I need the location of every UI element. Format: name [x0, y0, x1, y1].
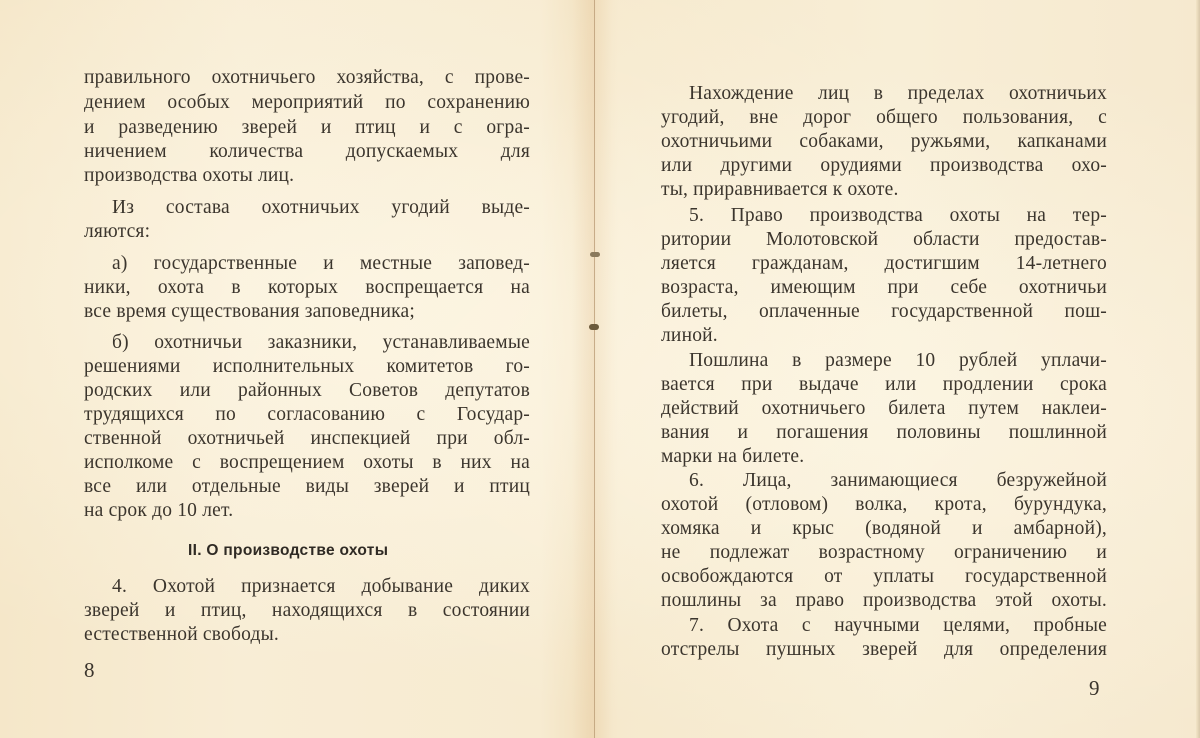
- text-line: правильного охотничьего хозяйства, с прове-: [84, 67, 530, 88]
- text-line: ритории Молотовской области предостав-: [661, 229, 1107, 250]
- text-line: б) охотничьи заказники, устанавливаемые: [112, 332, 530, 353]
- text-line: 4. Охотой признается добывание диких: [112, 576, 530, 597]
- text-line: хомяка и крыс (водяной и амбарной),: [661, 518, 1107, 539]
- text-line: 6. Лица, занимающиеся безружейной: [689, 470, 1107, 491]
- text-line: линой.: [661, 325, 718, 346]
- section-heading: II. О производстве охоты: [188, 542, 389, 559]
- text-line: ственной охотничьей инспекцией при обл-: [84, 428, 530, 449]
- text-line: пошлины за право производства этой охоты.: [661, 590, 1107, 611]
- text-line: дением особых мероприятий по сохранению: [84, 92, 530, 113]
- text-line: ляется гражданам, достигшим 14-летнего: [661, 253, 1107, 274]
- text-line: на срок до 10 лет.: [84, 500, 234, 521]
- gutter-shadow: [572, 0, 618, 738]
- staple-icon: [589, 324, 599, 330]
- text-line: действий охотничьего билета путем наклеи-: [661, 398, 1107, 419]
- text-line: билеты, оплаченные государственной пош-: [661, 301, 1107, 322]
- text-line: ляются:: [84, 221, 151, 242]
- text-line: все или отдельные виды зверей и птиц: [84, 476, 530, 497]
- text-line: ты, приравнивается к охоте.: [661, 179, 899, 200]
- text-line: зверей и птиц, находящихся в состоянии: [84, 600, 530, 621]
- text-line: вания и погашения половины пошлинной: [661, 422, 1107, 443]
- text-line: производства охоты лиц.: [84, 165, 295, 186]
- text-line: охотой (отловом) волка, крота, бурундука,: [661, 494, 1107, 515]
- page-number: 9: [1089, 676, 1100, 700]
- text-line: а) государственные и местные заповед-: [112, 253, 530, 274]
- page-number: 8: [84, 658, 95, 682]
- text-line: 5. Право производства охоты на тер-: [689, 205, 1107, 226]
- text-line: исполкоме с воспрещением охоты в них на: [84, 452, 530, 473]
- text-line: охотничьими собаками, ружьями, капканами: [661, 131, 1107, 152]
- text-line: естественной свободы.: [84, 624, 280, 645]
- text-line: и разведению зверей и птиц и с огра-: [84, 117, 530, 138]
- text-line: решениями исполнительных комитетов го-: [84, 356, 530, 377]
- text-line: родских или районных Советов депутатов: [84, 380, 530, 401]
- text-line: или другими орудиями производства охо-: [661, 155, 1107, 176]
- text-line: 7. Охота с научными целями, пробные: [689, 615, 1107, 636]
- text-line: марки на билете.: [661, 446, 805, 467]
- text-line: вается при выдаче или продлении срока: [661, 374, 1107, 395]
- text-line: отстрелы пушных зверей для определения: [661, 639, 1107, 660]
- text-line: все время существования заповедника;: [84, 301, 415, 322]
- text-line: не подлежат возрастному ограничению и: [661, 542, 1107, 563]
- text-line: трудящихся по согласованию с Государ-: [84, 404, 530, 425]
- book-gutter: [594, 0, 595, 738]
- text-line: возраста, имеющим при себе охотничьи: [661, 277, 1107, 298]
- text-line: Пошлина в размере 10 рублей уплачи-: [689, 350, 1107, 371]
- text-line: Нахождение лиц в пределах охотничьих: [689, 83, 1107, 104]
- text-line: Из состава охотничьих угодий выде-: [112, 197, 530, 218]
- text-line: угодий, вне дорог общего пользования, с: [661, 107, 1107, 128]
- text-line: ники, охота в которых воспрещается на: [84, 277, 530, 298]
- text-line: ничением количества допускаемых для: [84, 141, 530, 162]
- page-edge: [1196, 0, 1200, 738]
- text-line: освобождаются от уплаты государственной: [661, 566, 1107, 587]
- staple-icon: [590, 252, 600, 257]
